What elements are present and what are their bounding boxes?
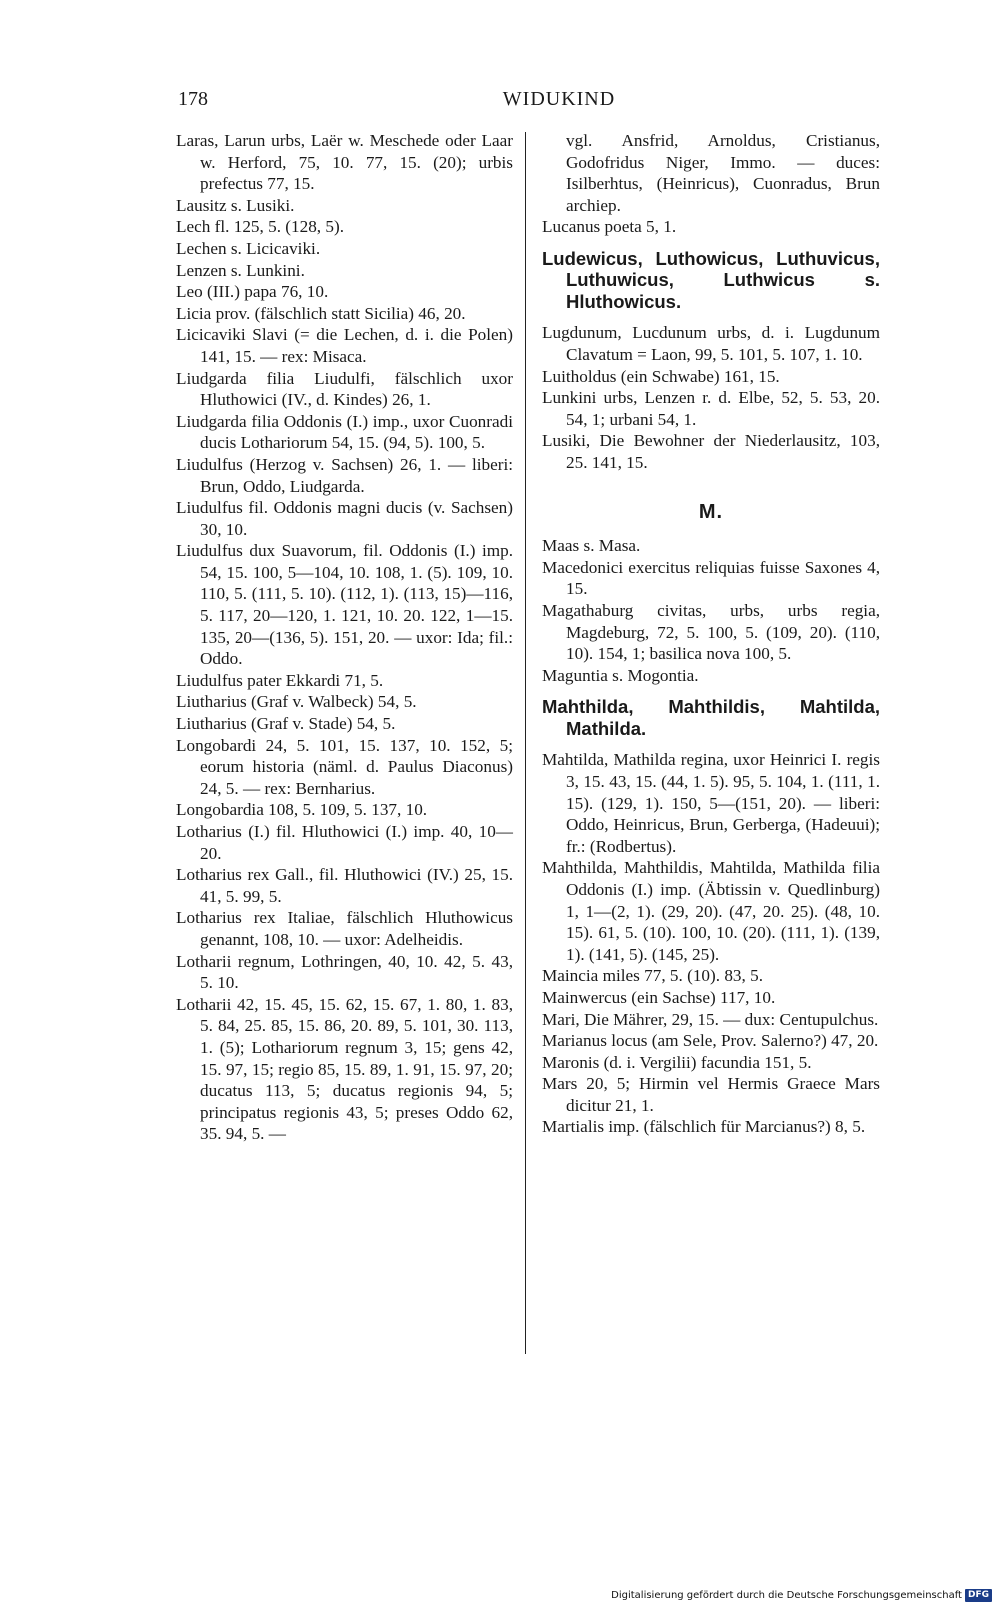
- index-entry: Macedonici exercitus reliquias fuisse Saxones 4, 15.: [542, 557, 880, 599]
- digitization-footer: [611, 1589, 992, 1602]
- running-title: WIDUKIND: [502, 88, 616, 110]
- footer-text: Digitalisierung gefördert durch die Deutsche Forschungsgemeinschaft: [611, 1590, 962, 1601]
- index-entry: Liudulfus dux Suavorum, fil. Oddonis (I.) imp. 54, 15. 100, 5—104, 10. 108, 1. (5). 109, 10. 110, 5. (111, 5. 10). (112, 1). (113, 15)—116, 5. 117, 20—120, 1. 121, 10. 20. 122, 1—15. 135, 20—(136, 5). 151, 20. — uxor: Ida; fil.: Oddo.: [176, 541, 513, 669]
- index-entry: Lunkini urbs, Lenzen r. d. Elbe, 52, 5. 53, 20. 54, 1; urbani 54, 1.: [542, 388, 880, 429]
- index-entry: Luitholdus (ein Schwabe) 161, 15.: [542, 366, 780, 386]
- index-entry: Liudulfus fil. Oddonis magni ducis (v. Sachsen) 30, 10.: [176, 498, 513, 539]
- index-entry: Longobardia 108, 5. 109, 5. 137, 10.: [176, 800, 428, 820]
- index-entry: Laras, Larun urbs, Laër w. Meschede oder Laar w. Herford, 75, 10. 77, 15. (20); urbis prefectus 77, 15.: [176, 131, 513, 194]
- index-entry: Leo (III.) papa 76, 10.: [176, 282, 329, 302]
- index-entry: Marianus locus (am Sele, Prov. Salerno?) 47, 20.: [542, 1031, 879, 1051]
- index-entry: Maincia miles 77, 5. (10). 83, 5.: [542, 966, 764, 986]
- index-entry: Liutharius (Graf v. Walbeck) 54, 5.: [176, 692, 417, 712]
- name-group-heading: Ludewicus, Luthowicus, Luthuvicus, Luthuwicus, Luthwicus s. Hluthowicus.: [542, 247, 880, 312]
- index-entry: Magathaburg civitas, urbs, urbs regia, Magdeburg, 72, 5. 100, 5. (109, 20). (110, 10). 154, 1; basilica nova 100, 5.: [542, 601, 880, 664]
- index-entry: Maronis (d. i. Vergilii) facundia 151, 5.: [542, 1052, 812, 1072]
- page-header: [178, 88, 900, 118]
- index-entry: Liutharius (Graf v. Stade) 54, 5.: [176, 714, 396, 734]
- index-entry: Lechen s. Licicaviki.: [176, 238, 321, 258]
- index-entry: Licicaviki Slavi (= die Lechen, d. i. die Polen) 141, 15. — rex: Misaca.: [176, 325, 513, 366]
- letter-heading: M.: [698, 500, 724, 523]
- index-entry: Liudgarda filia Liudulfi, fälschlich uxor Hluthowici (IV., d. Kindes) 26, 1.: [176, 368, 513, 410]
- left-column: [176, 130, 513, 1145]
- right-column: [542, 130, 880, 1138]
- index-entry: Lotharii regnum, Lothringen, 40, 10. 42, 5. 43, 5. 10.: [176, 951, 513, 993]
- index-entry: Lusiki, Die Bewohner der Niederlausitz, 103, 25. 141, 15.: [542, 431, 880, 473]
- index-entry: Lucanus poeta 5, 1.: [542, 217, 677, 237]
- index-entry: Mari, Die Mährer, 29, 15. — dux: Centupulchus.: [542, 1009, 879, 1029]
- index-entry: Lotharius rex Gall., fil. Hluthowici (IV.) 25, 15. 41, 5. 99, 5.: [176, 865, 513, 906]
- index-entry: Mars 20, 5; Hirmin vel Hermis Graece Mars dicitur 21, 1.: [542, 1074, 880, 1115]
- index-entry: Liudulfus pater Ekkardi 71, 5.: [176, 670, 384, 690]
- index-entry: Lausitz s. Lusiki.: [176, 195, 295, 215]
- column-divider: [525, 132, 526, 1354]
- index-entry: Lotharii 42, 15. 45, 15. 62, 15. 67, 1. 80, 1. 83, 5. 84, 25. 85, 15. 86, 20. 89, 5. 101, 30. 113, 1. (5); Lothariorum regnum 3, 15; gens 42, 15. 97, 15; regio 85, 15. 89, 1. 91, 15. 97, 20; ducatus 113, 5; ducatus regionis 94, 5; principatus regionis 43, 5; preses Oddo 62, 35. 94, 5. —: [176, 994, 513, 1144]
- index-entry: Liudulfus (Herzog v. Sachsen) 26, 1. — liberi: Brun, Oddo, Liudgarda.: [176, 454, 513, 496]
- index-entry: Mahthilda, Mahthildis, Mahtilda, Mathilda filia Oddonis (I.) imp. (Äbtissin v. Quedlinburg) 1, 1—(2, 1). (29, 20). (47, 20. 25). (48, 10. 15). 61, 5. (10). 100, 10. (20). (111, 1). (139, 1). (141, 5). (145, 25).: [542, 858, 880, 964]
- index-entry: Liudgarda filia Oddonis (I.) imp., uxor Cuonradi ducis Lothariorum 54, 15. (94, 5). 100, 5.: [176, 411, 513, 453]
- index-entry: Lotharius rex Italiae, fälschlich Hluthowicus genannt, 108, 10. — uxor: Adelheidis.: [176, 908, 513, 949]
- index-entry: Licia prov. (fälschlich statt Sicilia) 46, 20.: [176, 303, 466, 323]
- dfg-logo: DFG: [965, 1589, 992, 1602]
- index-entry: Lugdunum, Lucdunum urbs, d. i. Lugdunum Clavatum = Laon, 99, 5. 101, 5. 107, 1. 10.: [542, 323, 880, 365]
- index-entry: Mahtilda, Mathilda regina, uxor Heinrici I. regis 3, 15. 43, 15. (44, 1. 5). 95, 5. 104, 1. (111, 1. 15). (129, 1). 150, 5—(151, 20). — liberi: Oddo, Heinricus, Brun, Gerberga, (Hadeuui); fr.: (Rodbertus).: [542, 750, 880, 856]
- index-entry: Maas s. Masa.: [542, 536, 641, 556]
- index-entry: Longobardi 24, 5. 101, 15. 137, 10. 152, 5; eorum historia (näml. d. Paulus Diaconus) 24, 5. — rex: Bernharius.: [176, 735, 513, 798]
- page-number: 178: [178, 88, 208, 110]
- name-group-heading: Mahthilda, Mahthildis, Mahtilda, Mathilda.: [542, 696, 880, 739]
- index-entry: Lotharius (I.) fil. Hluthowici (I.) imp. 40, 10—20.: [176, 822, 513, 863]
- index-entry: Martialis imp. (fälschlich für Marcianus?) 8, 5.: [542, 1117, 866, 1137]
- index-entry: Lech fl. 125, 5. (128, 5).: [176, 217, 345, 237]
- continued-entry: vgl. Ansfrid, Arnoldus, Cristianus, Godofridus Niger, Immo. — duces: Isilberhtus, (Heinricus), Cuonradus, Brun archiep.: [566, 131, 880, 215]
- index-entry: Mainwercus (ein Sachse) 117, 10.: [542, 987, 776, 1007]
- index-entry: Lenzen s. Lunkini.: [176, 260, 305, 280]
- index-entry: Maguntia s. Mogontia.: [542, 665, 699, 685]
